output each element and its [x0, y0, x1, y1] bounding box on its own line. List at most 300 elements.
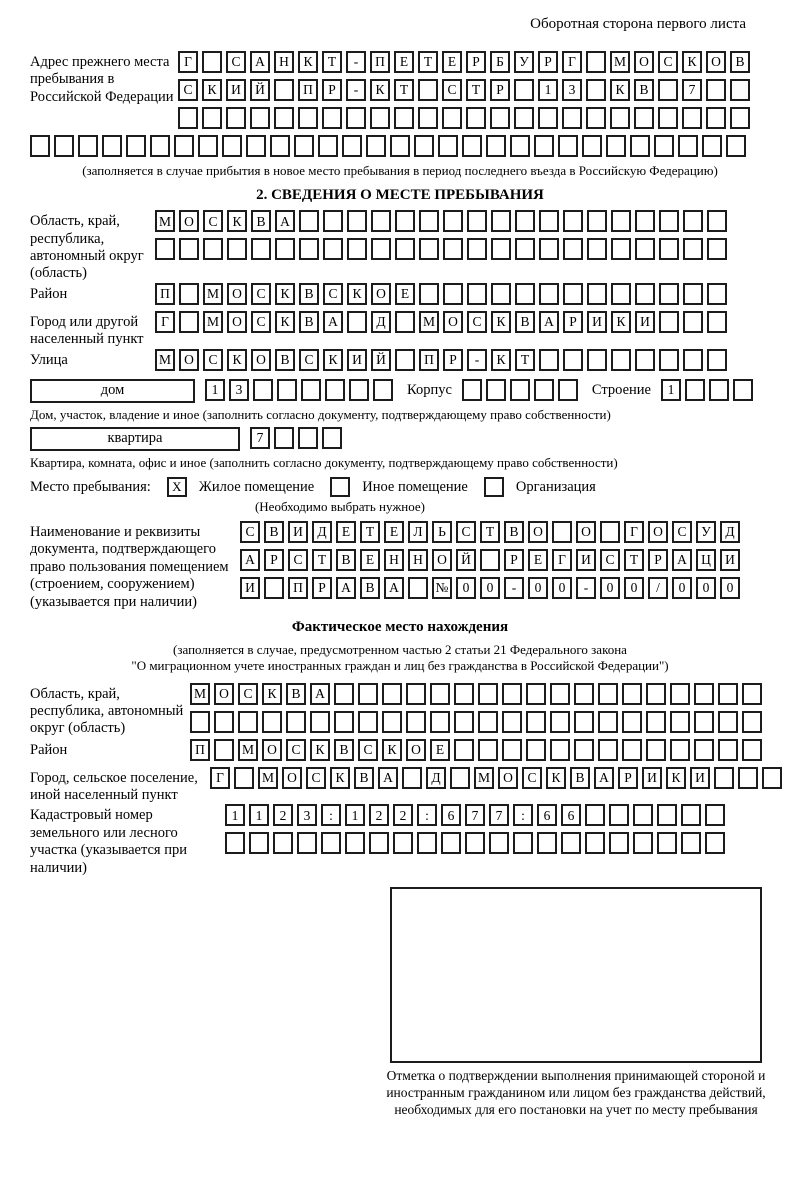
char-cell[interactable]	[742, 683, 762, 705]
char-cell[interactable]	[418, 79, 438, 101]
char-cell[interactable]: 2	[393, 804, 413, 826]
char-cell[interactable]	[659, 349, 679, 371]
char-cell[interactable]	[443, 283, 463, 305]
char-cell[interactable]	[730, 107, 750, 129]
char-cell[interactable]	[718, 683, 738, 705]
char-cell[interactable]	[646, 711, 666, 733]
char-cell[interactable]: К	[275, 283, 295, 305]
char-cell[interactable]: 2	[369, 804, 389, 826]
char-cell[interactable]	[174, 135, 194, 157]
char-cell[interactable]: О	[251, 349, 271, 371]
char-cell[interactable]	[454, 739, 474, 761]
char-cell[interactable]: К	[370, 79, 390, 101]
char-cell[interactable]	[561, 832, 581, 854]
char-cell[interactable]: №	[432, 577, 452, 599]
char-cell[interactable]: А	[539, 311, 559, 333]
char-cell[interactable]	[310, 711, 330, 733]
char-cell[interactable]	[478, 683, 498, 705]
char-cell[interactable]	[395, 311, 415, 333]
char-cell[interactable]: Е	[360, 549, 380, 571]
char-cell[interactable]: Е	[336, 521, 356, 543]
char-cell[interactable]: Й	[456, 549, 476, 571]
char-cell[interactable]: К	[546, 767, 566, 789]
char-cell[interactable]	[694, 739, 714, 761]
char-cell[interactable]	[534, 135, 554, 157]
char-cell[interactable]: К	[610, 79, 630, 101]
char-cell[interactable]	[526, 739, 546, 761]
char-cell[interactable]	[610, 107, 630, 129]
char-cell[interactable]	[334, 683, 354, 705]
char-cell[interactable]	[630, 135, 650, 157]
char-cell[interactable]: А	[672, 549, 692, 571]
char-cell[interactable]: -	[346, 79, 366, 101]
char-cell[interactable]: П	[370, 51, 390, 73]
char-cell[interactable]	[563, 210, 583, 232]
char-cell[interactable]	[670, 711, 690, 733]
char-cell[interactable]	[659, 311, 679, 333]
char-cell[interactable]: 7	[489, 804, 509, 826]
char-cell[interactable]	[574, 739, 594, 761]
char-cell[interactable]: Р	[538, 51, 558, 73]
char-cell[interactable]	[670, 683, 690, 705]
char-cell[interactable]	[297, 832, 317, 854]
char-cell[interactable]	[323, 238, 343, 260]
char-cell[interactable]	[334, 711, 354, 733]
char-cell[interactable]: 3	[297, 804, 317, 826]
apartment-type-box[interactable]	[30, 427, 240, 451]
char-cell[interactable]: А	[384, 577, 404, 599]
char-cell[interactable]	[466, 107, 486, 129]
char-cell[interactable]	[702, 135, 722, 157]
char-cell[interactable]	[718, 711, 738, 733]
char-cell[interactable]: В	[336, 549, 356, 571]
char-cell[interactable]	[478, 711, 498, 733]
char-cell[interactable]: Й	[371, 349, 391, 371]
char-cell[interactable]: О	[227, 283, 247, 305]
char-cell[interactable]	[373, 379, 393, 401]
char-cell[interactable]: П	[419, 349, 439, 371]
char-cell[interactable]	[286, 711, 306, 733]
char-cell[interactable]	[249, 832, 269, 854]
char-cell[interactable]: Г	[562, 51, 582, 73]
char-cell[interactable]	[611, 283, 631, 305]
char-cell[interactable]	[707, 238, 727, 260]
char-cell[interactable]	[502, 711, 522, 733]
char-cell[interactable]: А	[336, 577, 356, 599]
char-cell[interactable]: О	[432, 549, 452, 571]
char-cell[interactable]: К	[262, 683, 282, 705]
char-cell[interactable]	[442, 107, 462, 129]
char-cell[interactable]	[275, 238, 295, 260]
char-cell[interactable]: А	[323, 311, 343, 333]
char-cell[interactable]	[586, 51, 606, 73]
char-cell[interactable]	[301, 379, 321, 401]
char-cell[interactable]	[454, 711, 474, 733]
char-cell[interactable]	[582, 135, 602, 157]
char-cell[interactable]	[419, 238, 439, 260]
char-cell[interactable]: И	[226, 79, 246, 101]
char-cell[interactable]	[633, 804, 653, 826]
char-cell[interactable]	[349, 379, 369, 401]
char-cell[interactable]	[685, 379, 705, 401]
char-cell[interactable]: А	[378, 767, 398, 789]
char-cell[interactable]	[683, 311, 703, 333]
char-cell[interactable]: И	[587, 311, 607, 333]
char-cell[interactable]	[585, 804, 605, 826]
char-cell[interactable]	[443, 238, 463, 260]
char-cell[interactable]: -	[467, 349, 487, 371]
char-cell[interactable]	[273, 832, 293, 854]
char-cell[interactable]	[253, 379, 273, 401]
char-cell[interactable]	[270, 135, 290, 157]
char-cell[interactable]	[318, 135, 338, 157]
char-cell[interactable]	[393, 832, 413, 854]
char-cell[interactable]	[730, 79, 750, 101]
char-cell[interactable]	[682, 107, 702, 129]
char-cell[interactable]: Т	[312, 549, 332, 571]
char-cell[interactable]	[563, 283, 583, 305]
char-cell[interactable]: Й	[250, 79, 270, 101]
char-cell[interactable]	[654, 135, 674, 157]
char-cell[interactable]	[539, 283, 559, 305]
char-cell[interactable]	[635, 238, 655, 260]
char-cell[interactable]	[611, 238, 631, 260]
char-cell[interactable]	[489, 832, 509, 854]
char-cell[interactable]	[510, 379, 530, 401]
char-cell[interactable]	[694, 683, 714, 705]
char-cell[interactable]: К	[347, 283, 367, 305]
char-cell[interactable]: С	[456, 521, 476, 543]
char-cell[interactable]	[438, 135, 458, 157]
char-cell[interactable]	[414, 135, 434, 157]
char-cell[interactable]: К	[227, 349, 247, 371]
char-cell[interactable]	[539, 349, 559, 371]
char-cell[interactable]: 6	[441, 804, 461, 826]
char-cell[interactable]	[322, 427, 342, 449]
char-cell[interactable]	[515, 283, 535, 305]
char-cell[interactable]	[587, 283, 607, 305]
char-cell[interactable]	[299, 238, 319, 260]
char-cell[interactable]	[321, 832, 341, 854]
char-cell[interactable]: О	[262, 739, 282, 761]
char-cell[interactable]: Т	[418, 51, 438, 73]
char-cell[interactable]	[539, 238, 559, 260]
char-cell[interactable]	[395, 238, 415, 260]
char-cell[interactable]	[214, 711, 234, 733]
char-cell[interactable]	[681, 832, 701, 854]
stay-option-checkbox-other[interactable]	[330, 477, 350, 497]
char-cell[interactable]	[277, 379, 297, 401]
char-cell[interactable]	[762, 767, 782, 789]
char-cell[interactable]	[538, 107, 558, 129]
char-cell[interactable]	[430, 683, 450, 705]
stay-option-checkbox-organization[interactable]	[484, 477, 504, 497]
char-cell[interactable]	[550, 711, 570, 733]
char-cell[interactable]: С	[286, 739, 306, 761]
char-cell[interactable]	[707, 210, 727, 232]
char-cell[interactable]	[394, 107, 414, 129]
char-cell[interactable]: А	[240, 549, 260, 571]
char-cell[interactable]: С	[467, 311, 487, 333]
char-cell[interactable]: В	[360, 577, 380, 599]
char-cell[interactable]	[659, 283, 679, 305]
char-cell[interactable]	[587, 349, 607, 371]
char-cell[interactable]	[587, 210, 607, 232]
char-cell[interactable]: Е	[442, 51, 462, 73]
char-cell[interactable]	[325, 379, 345, 401]
char-cell[interactable]: Ь	[432, 521, 452, 543]
char-cell[interactable]	[598, 683, 618, 705]
char-cell[interactable]: О	[648, 521, 668, 543]
char-cell[interactable]	[526, 683, 546, 705]
char-cell[interactable]: Т	[394, 79, 414, 101]
char-cell[interactable]: О	[179, 210, 199, 232]
char-cell[interactable]	[298, 427, 318, 449]
char-cell[interactable]: 7	[465, 804, 485, 826]
char-cell[interactable]	[234, 767, 254, 789]
char-cell[interactable]: В	[299, 283, 319, 305]
char-cell[interactable]	[534, 379, 554, 401]
char-cell[interactable]	[646, 683, 666, 705]
char-cell[interactable]	[657, 804, 677, 826]
char-cell[interactable]: Г	[552, 549, 572, 571]
char-cell[interactable]: П	[288, 577, 308, 599]
char-cell[interactable]: М	[203, 283, 223, 305]
char-cell[interactable]: Т	[466, 79, 486, 101]
char-cell[interactable]	[705, 832, 725, 854]
char-cell[interactable]	[606, 135, 626, 157]
char-cell[interactable]	[513, 832, 533, 854]
char-cell[interactable]: М	[238, 739, 258, 761]
char-cell[interactable]	[198, 135, 218, 157]
char-cell[interactable]	[478, 739, 498, 761]
char-cell[interactable]: Т	[322, 51, 342, 73]
char-cell[interactable]: 1	[249, 804, 269, 826]
char-cell[interactable]: Е	[430, 739, 450, 761]
char-cell[interactable]: 1	[205, 379, 225, 401]
char-cell[interactable]: Р	[563, 311, 583, 333]
char-cell[interactable]: 7	[682, 79, 702, 101]
char-cell[interactable]	[480, 549, 500, 571]
char-cell[interactable]	[430, 711, 450, 733]
char-cell[interactable]	[150, 135, 170, 157]
char-cell[interactable]	[274, 427, 294, 449]
char-cell[interactable]: 0	[720, 577, 740, 599]
char-cell[interactable]: С	[288, 549, 308, 571]
char-cell[interactable]: С	[442, 79, 462, 101]
char-cell[interactable]: 0	[600, 577, 620, 599]
char-cell[interactable]	[345, 832, 365, 854]
char-cell[interactable]	[214, 739, 234, 761]
char-cell[interactable]	[486, 379, 506, 401]
char-cell[interactable]: Д	[371, 311, 391, 333]
char-cell[interactable]	[659, 238, 679, 260]
char-cell[interactable]: С	[203, 349, 223, 371]
char-cell[interactable]: В	[334, 739, 354, 761]
char-cell[interactable]	[742, 739, 762, 761]
char-cell[interactable]: К	[491, 311, 511, 333]
char-cell[interactable]	[323, 210, 343, 232]
char-cell[interactable]	[502, 739, 522, 761]
char-cell[interactable]	[537, 832, 557, 854]
char-cell[interactable]: С	[358, 739, 378, 761]
char-cell[interactable]: 0	[480, 577, 500, 599]
char-cell[interactable]	[467, 283, 487, 305]
char-cell[interactable]	[726, 135, 746, 157]
char-cell[interactable]: 0	[624, 577, 644, 599]
char-cell[interactable]: А	[594, 767, 614, 789]
char-cell[interactable]	[250, 107, 270, 129]
char-cell[interactable]: :	[417, 804, 437, 826]
char-cell[interactable]	[202, 51, 222, 73]
char-cell[interactable]: Д	[720, 521, 740, 543]
char-cell[interactable]: О	[214, 683, 234, 705]
char-cell[interactable]: О	[634, 51, 654, 73]
char-cell[interactable]	[635, 349, 655, 371]
char-cell[interactable]	[515, 210, 535, 232]
char-cell[interactable]	[347, 311, 367, 333]
char-cell[interactable]	[563, 238, 583, 260]
char-cell[interactable]	[402, 767, 422, 789]
char-cell[interactable]	[202, 107, 222, 129]
char-cell[interactable]	[450, 767, 470, 789]
char-cell[interactable]: М	[190, 683, 210, 705]
char-cell[interactable]	[491, 238, 511, 260]
char-cell[interactable]: М	[155, 349, 175, 371]
char-cell[interactable]	[262, 711, 282, 733]
char-cell[interactable]: С	[178, 79, 198, 101]
char-cell[interactable]	[659, 210, 679, 232]
char-cell[interactable]	[347, 210, 367, 232]
char-cell[interactable]: К	[382, 739, 402, 761]
char-cell[interactable]	[622, 739, 642, 761]
char-cell[interactable]: С	[203, 210, 223, 232]
char-cell[interactable]: М	[155, 210, 175, 232]
char-cell[interactable]: С	[306, 767, 326, 789]
char-cell[interactable]	[443, 210, 463, 232]
char-cell[interactable]: Т	[480, 521, 500, 543]
char-cell[interactable]	[462, 379, 482, 401]
char-cell[interactable]: 2	[273, 804, 293, 826]
char-cell[interactable]: Р	[312, 577, 332, 599]
char-cell[interactable]: О	[227, 311, 247, 333]
char-cell[interactable]: А	[310, 683, 330, 705]
house-type-box[interactable]	[30, 379, 195, 403]
char-cell[interactable]: 0	[528, 577, 548, 599]
char-cell[interactable]: К	[666, 767, 686, 789]
char-cell[interactable]	[371, 238, 391, 260]
char-cell[interactable]	[395, 349, 415, 371]
char-cell[interactable]	[491, 283, 511, 305]
char-cell[interactable]	[707, 349, 727, 371]
char-cell[interactable]	[299, 210, 319, 232]
char-cell[interactable]	[657, 832, 677, 854]
char-cell[interactable]: Т	[360, 521, 380, 543]
char-cell[interactable]: 3	[562, 79, 582, 101]
char-cell[interactable]: -	[576, 577, 596, 599]
char-cell[interactable]	[126, 135, 146, 157]
char-cell[interactable]	[225, 832, 245, 854]
char-cell[interactable]	[467, 238, 487, 260]
char-cell[interactable]	[552, 521, 572, 543]
stay-option-checkbox-residential[interactable]: X	[167, 477, 187, 497]
char-cell[interactable]	[633, 832, 653, 854]
char-cell[interactable]: К	[682, 51, 702, 73]
char-cell[interactable]: С	[251, 283, 271, 305]
char-cell[interactable]	[369, 832, 389, 854]
char-cell[interactable]	[155, 238, 175, 260]
char-cell[interactable]: Р	[648, 549, 668, 571]
char-cell[interactable]	[298, 107, 318, 129]
char-cell[interactable]: 0	[552, 577, 572, 599]
char-cell[interactable]	[78, 135, 98, 157]
char-cell[interactable]: 1	[225, 804, 245, 826]
char-cell[interactable]	[342, 135, 362, 157]
char-cell[interactable]	[598, 711, 618, 733]
char-cell[interactable]	[462, 135, 482, 157]
char-cell[interactable]	[54, 135, 74, 157]
char-cell[interactable]	[658, 79, 678, 101]
char-cell[interactable]: И	[347, 349, 367, 371]
char-cell[interactable]: В	[251, 210, 271, 232]
char-cell[interactable]	[454, 683, 474, 705]
char-cell[interactable]	[406, 683, 426, 705]
char-cell[interactable]	[550, 683, 570, 705]
char-cell[interactable]: В	[515, 311, 535, 333]
char-cell[interactable]: О	[371, 283, 391, 305]
char-cell[interactable]	[683, 283, 703, 305]
char-cell[interactable]: О	[443, 311, 463, 333]
char-cell[interactable]: К	[202, 79, 222, 101]
char-cell[interactable]: /	[648, 577, 668, 599]
char-cell[interactable]: Н	[384, 549, 404, 571]
char-cell[interactable]: Г	[178, 51, 198, 73]
char-cell[interactable]	[609, 804, 629, 826]
char-cell[interactable]: М	[610, 51, 630, 73]
char-cell[interactable]	[419, 210, 439, 232]
char-cell[interactable]	[646, 739, 666, 761]
char-cell[interactable]	[382, 711, 402, 733]
char-cell[interactable]: В	[730, 51, 750, 73]
char-cell[interactable]: Е	[395, 283, 415, 305]
char-cell[interactable]	[238, 711, 258, 733]
char-cell[interactable]: О	[498, 767, 518, 789]
char-cell[interactable]: Е	[528, 549, 548, 571]
char-cell[interactable]	[694, 711, 714, 733]
char-cell[interactable]	[274, 79, 294, 101]
char-cell[interactable]	[586, 79, 606, 101]
char-cell[interactable]: 6	[537, 804, 557, 826]
char-cell[interactable]	[670, 739, 690, 761]
char-cell[interactable]: Н	[274, 51, 294, 73]
char-cell[interactable]: П	[298, 79, 318, 101]
char-cell[interactable]: И	[240, 577, 260, 599]
char-cell[interactable]: С	[323, 283, 343, 305]
char-cell[interactable]	[526, 711, 546, 733]
char-cell[interactable]	[358, 711, 378, 733]
char-cell[interactable]	[622, 711, 642, 733]
char-cell[interactable]: 0	[696, 577, 716, 599]
char-cell[interactable]: Р	[466, 51, 486, 73]
char-cell[interactable]: 1	[538, 79, 558, 101]
char-cell[interactable]: -	[346, 51, 366, 73]
char-cell[interactable]	[742, 711, 762, 733]
char-cell[interactable]	[465, 832, 485, 854]
char-cell[interactable]: С	[238, 683, 258, 705]
char-cell[interactable]: А	[275, 210, 295, 232]
char-cell[interactable]: -	[504, 577, 524, 599]
char-cell[interactable]: Р	[504, 549, 524, 571]
